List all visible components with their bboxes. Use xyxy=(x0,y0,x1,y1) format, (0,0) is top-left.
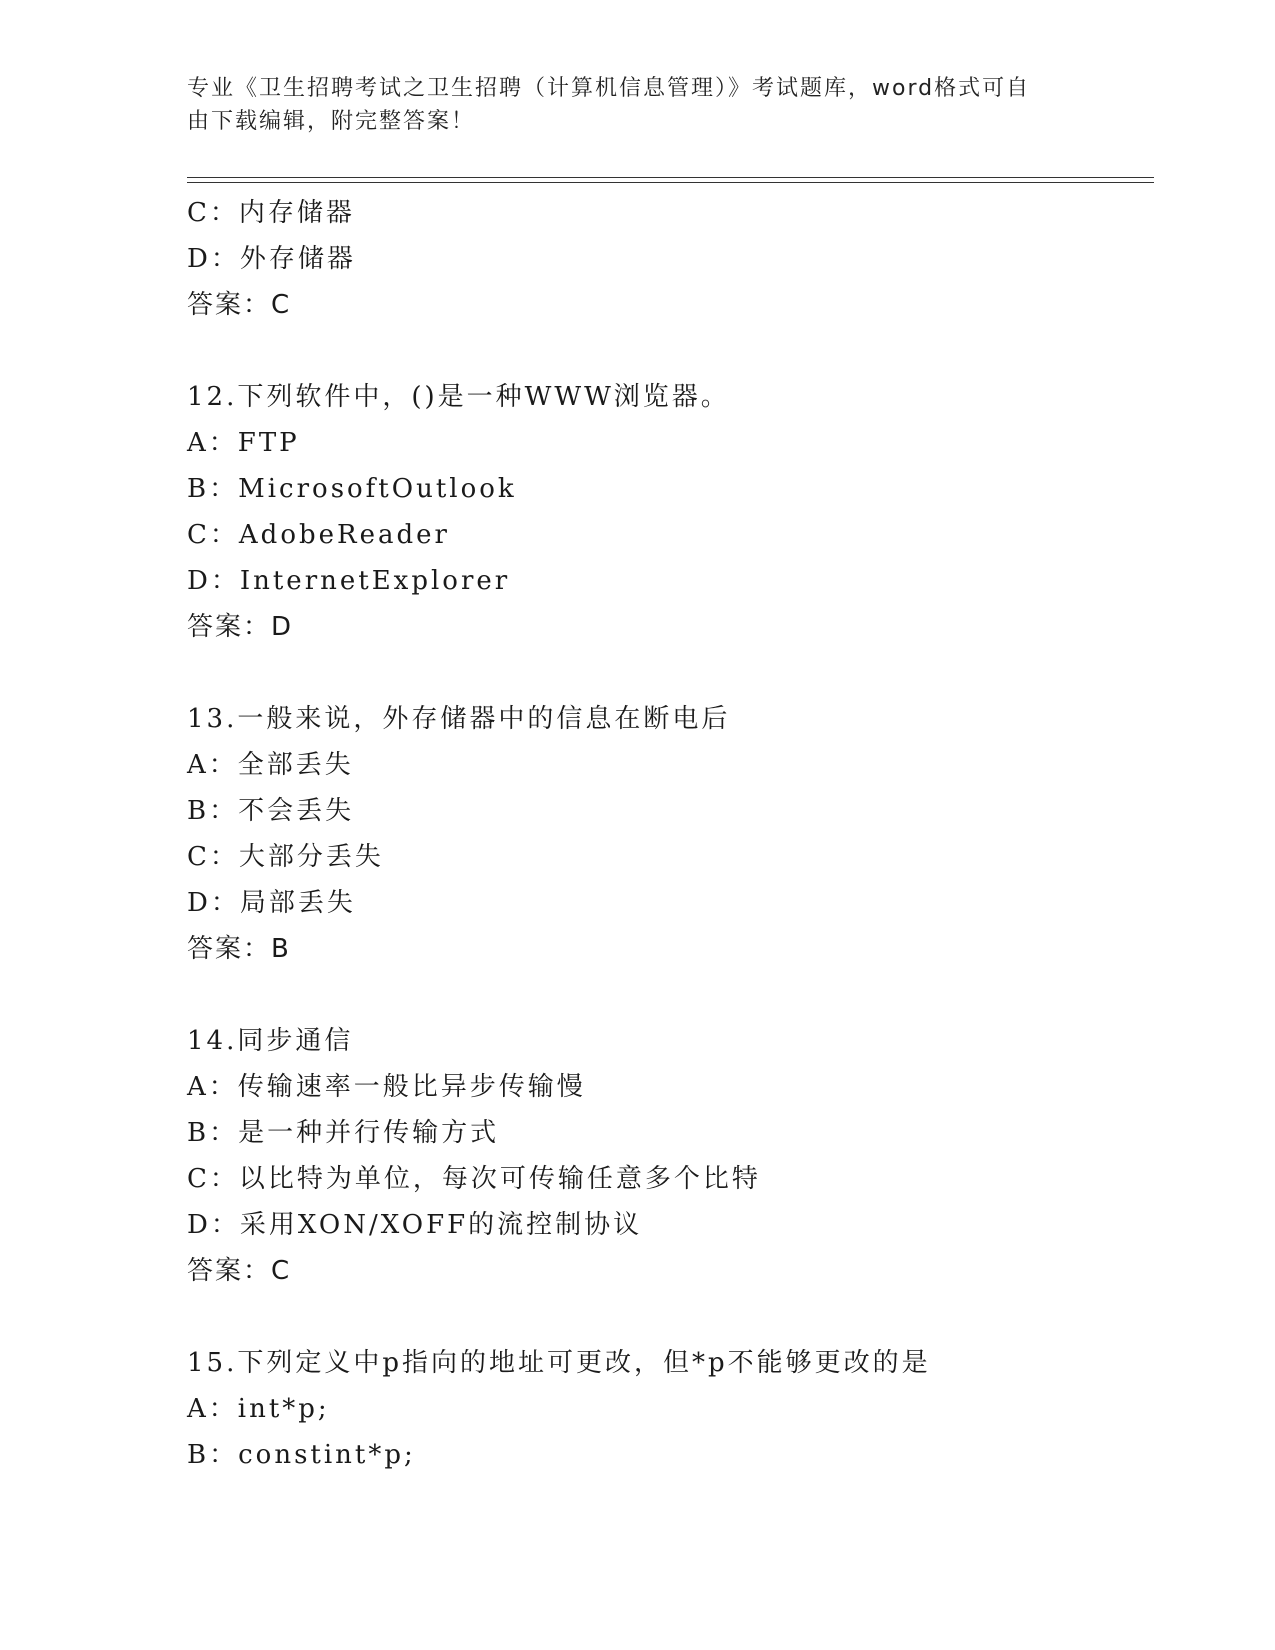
option-c: C：内存储器 xyxy=(187,198,355,228)
option-c: C：以比特为单位，每次可传输任意多个比特 xyxy=(187,1164,761,1194)
document-header xyxy=(187,72,1087,138)
option-d: D：InternetExplorer xyxy=(187,566,511,596)
option-b: B：MicrosoftOutlook xyxy=(187,474,517,504)
question-12 xyxy=(187,374,1167,650)
answer-line: 答案：C xyxy=(187,1256,292,1286)
question-14 xyxy=(187,1018,1167,1294)
question-stem: 12.下列软件中，()是一种WWW浏览器。 xyxy=(187,382,730,412)
option-a: A：int*p; xyxy=(187,1394,330,1424)
header-divider-top xyxy=(187,177,1154,178)
option-d: D：局部丢失 xyxy=(187,888,356,918)
question-stem: 15.下列定义中p指向的地址可更改，但*p不能够更改的是 xyxy=(187,1348,931,1378)
header-line-2: 由下载编辑，附完整答案！ xyxy=(187,109,476,134)
option-a: A：传输速率一般比异步传输慢 xyxy=(187,1072,586,1102)
option-c: C：AdobeReader xyxy=(187,520,450,550)
question-list xyxy=(187,190,1167,1478)
option-b: B：constint*p; xyxy=(187,1440,416,1470)
question-11-continued xyxy=(187,190,1167,328)
option-b: B：不会丢失 xyxy=(187,796,355,826)
option-d: D：外存储器 xyxy=(187,244,356,274)
answer-line: 答案：C xyxy=(187,290,292,320)
question-stem: 14.同步通信 xyxy=(187,1026,354,1056)
option-d: D：采用XON/XOFF的流控制协议 xyxy=(187,1210,643,1240)
question-13 xyxy=(187,696,1167,972)
header-divider-bottom xyxy=(187,182,1154,183)
option-a: A：FTP xyxy=(187,428,300,458)
answer-line: 答案：B xyxy=(187,934,291,964)
option-c: C：大部分丢失 xyxy=(187,842,384,872)
option-a: A：全部丢失 xyxy=(187,750,354,780)
question-stem: 13.一般来说，外存储器中的信息在断电后 xyxy=(187,704,731,734)
option-b: B：是一种并行传输方式 xyxy=(187,1118,500,1148)
header-line-1: 专业《卫生招聘考试之卫生招聘（计算机信息管理）》考试题库，word格式可自 xyxy=(187,76,1031,101)
question-15 xyxy=(187,1340,1167,1478)
answer-line: 答案：D xyxy=(187,612,294,642)
